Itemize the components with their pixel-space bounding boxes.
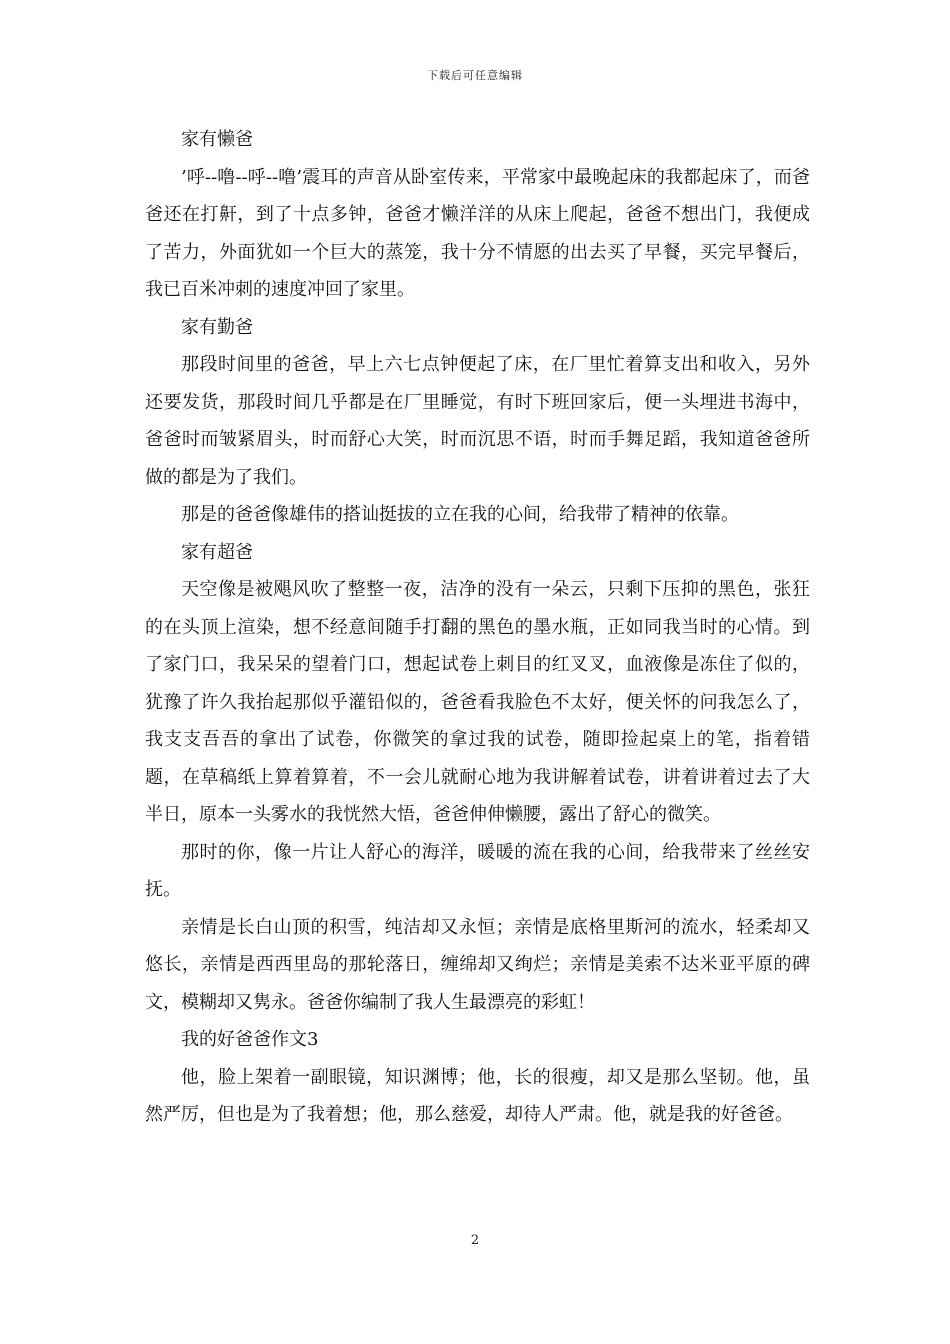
paragraph-family-love: 亲情是长白山顶的积雪，纯洁却又永恒；亲情是底格里斯河的流水，轻柔却又悠长，亲情是西西里岛的那轮落日，缠绵却又绚烂；亲情是美索不达米亚平原的碑文，模糊却又隽永。爸爸你编制了我人生最漂亮的彩虹！: [145, 916, 810, 1013]
section-heading-diligent-dad: 家有勤爸: [181, 316, 253, 338]
paragraph-super-dad: 天空像是被飓风吹了整整一夜，洁净的没有一朵云，只剩下压抑的黑色，张狂的在头顶上渲染，想不经意间随手打翻的黑色的墨水瓶，正如同我当时的心情。到了家门口，我呆呆的望着门口，想起试卷上刺目的红叉叉，血液像是冻住了似的，犹豫了许久我抬起那似乎灌铅似的，爸爸看我脸色不太好，便关怀的问我怎么了，我支支吾吾的拿出了试卷，你微笑的拿过我的试卷，随即捡起桌上的笔，指着错题，在草稿纸上算着算着，不一会儿就耐心地为我讲解着试卷，讲着讲着过去了大半日，原本一头雾水的我恍然大悟，爸爸伸伸懒腰，露出了舒心的微笑。: [145, 579, 810, 825]
section-heading-lazy-dad: 家有懒爸: [181, 129, 253, 150]
header-note: 下载后可任意编辑: [427, 69, 523, 82]
paragraph-good-dad: 他，脸上架着一副眼镜，知识渊博；他，长的很瘦，却又是那么坚韧。他，虽然严厉，但也是为了我着想；他，那么慈爱，却待人严肃。他，就是我的好爸爸。: [145, 1066, 810, 1125]
paragraph-ocean: 那时的你，像一片让人舒心的海洋，暖暖的流在我的心间，给我带来了丝丝安抚。: [145, 841, 810, 900]
paragraph-lazy-dad: ’呼--噜--呼--噜’震耳的声音从卧室传来，平常家中最晚起床的我都起床了，而爸爸还在打鼾，到了十点多钟，爸爸才懒洋洋的从床上爬起，爸爸不想出门，我便成了苦力，外面犹如一个巨大的蒸笼，我十分不情愿的出去买了早餐，买完早餐后，我已百米冲刺的速度冲回了家里。: [145, 166, 810, 300]
section-heading-super-dad: 家有超爸: [181, 541, 253, 563]
paragraph-spiritual-support: 那是的爸爸像雄伟的搭讪挺拔的立在我的心间，给我带了精神的依靠。: [181, 504, 739, 525]
page-number: 2: [470, 1233, 480, 1248]
document-body: [145, 121, 810, 1134]
paragraph-diligent-dad: 那段时间里的爸爸，早上六七点钟便起了床，在厂里忙着算支出和收入，另外还要发货，那段时间几乎都是在厂里睡觉，有时下班回家后，便一头埋进书海中，爸爸时而皱紧眉头，时而舒心大笑，时而沉思不语，时而手舞足蹈，我知道爸爸所做的都是为了我们。: [145, 354, 810, 488]
essay-title-3: 我的好爸爸作文3: [181, 1029, 319, 1050]
